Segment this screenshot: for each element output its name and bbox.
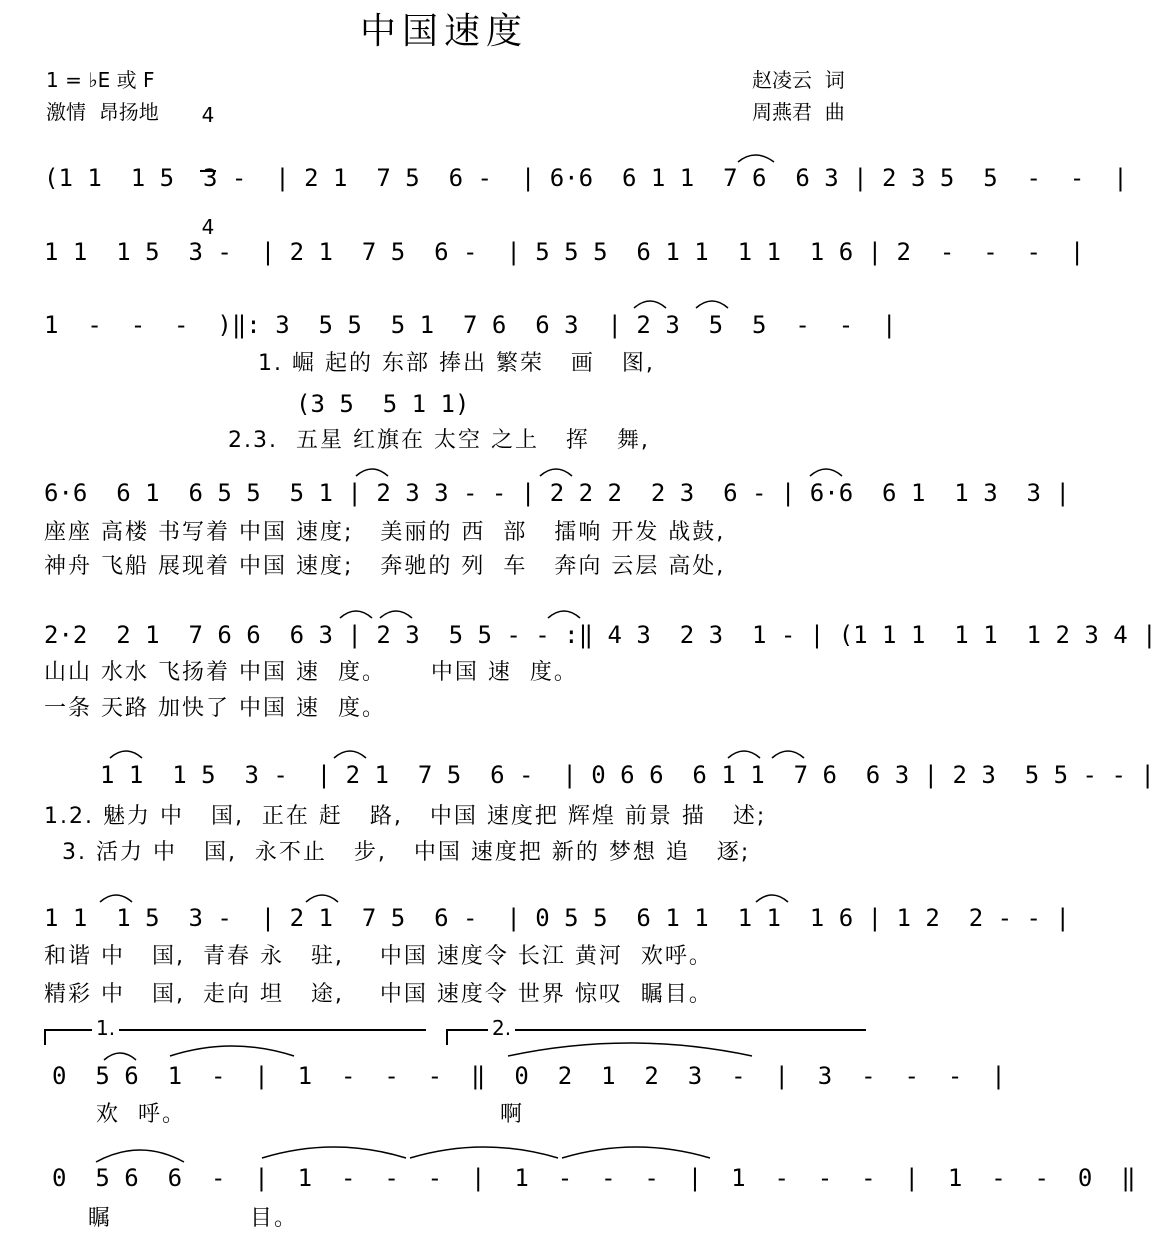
composer-credit: 周燕君 曲 — [752, 100, 845, 124]
slur-mark — [110, 751, 142, 758]
lyric-line: 瞩 — [88, 1206, 113, 1231]
slur-mark — [104, 1053, 136, 1060]
lyric-line: 欢 呼。 — [96, 1102, 186, 1127]
tempo-marking: 激情 昂扬地 — [46, 100, 159, 124]
lyric-line: 山山 水水 飞扬着 中国 速 度。 中国 速 度。 — [44, 660, 578, 685]
score-system-6: 1 1 1 5 3 - | 2 1 7 5 6 - | 0 6 6 6 1 1 7 6 6 3 | 2 3 5 5 - - | — [100, 761, 1155, 789]
lyric-line: 啊 — [500, 1102, 525, 1127]
lyricist-credit: 赵凌云 词 — [752, 68, 845, 92]
lyric-line: 神舟 飞船 展现着 中国 速度; 奔驰的 列 车 奔向 云层 高处, — [44, 554, 726, 579]
score-system-2: 1 1 1 5 3 - | 2 1 7 5 6 - | 5 5 5 6 1 1 1 1 1 6 | 2 - - - | — [44, 238, 1085, 266]
slur-mark — [334, 751, 366, 758]
page-title: 中国速度 — [360, 11, 529, 52]
ending-2-bracket-hook — [446, 1029, 448, 1045]
score-system-5: 2·2 2 1 7 6 6 6 3 | 2 3 5 5 - - :‖ 4 3 2 3 1 - | (1 1 1 1 1 1 2 3 4 | — [44, 621, 1157, 649]
tie-mark — [562, 1147, 710, 1158]
slur-mark — [380, 611, 412, 618]
tie-mark — [262, 1147, 406, 1158]
score-system-7: 1 1 1 5 3 - | 2 1 7 5 6 - | 0 5 5 6 1 1 1 1 1 6 | 1 2 2 - - | — [44, 904, 1070, 932]
slur-mark — [96, 1150, 184, 1162]
slur-mark — [356, 469, 388, 476]
time-signature-numerator: 4 — [201, 103, 215, 127]
interlude-notes: (3 5 5 1 1) — [296, 390, 470, 418]
tie-mark — [170, 1046, 294, 1056]
lyric-line: 一条 天路 加快了 中国 速 度。 — [44, 696, 386, 721]
slur-mark — [728, 751, 760, 758]
lyric-line: 目。 — [250, 1206, 299, 1231]
slur-mark — [540, 469, 572, 476]
slur-mark — [340, 611, 372, 618]
score-system-1: (1 1 1 5 3 - | 2 1 7 5 6 - | 6·6 6 1 1 7 6 6 3 | 2 3 5 5 - - | — [44, 164, 1128, 192]
lyric-line: 和谐 中 国, 青春 永 驻, 中国 速度令 长江 黄河 欢呼。 — [44, 944, 713, 969]
lyric-line: 1. 崛 起的 东部 捧出 繁荣 画 图, — [258, 351, 655, 376]
slur-mark — [772, 751, 804, 758]
slur-mark — [810, 469, 842, 476]
tie-mark — [738, 155, 774, 162]
ending-2-label: 2. — [488, 1018, 515, 1038]
slur-mark — [696, 301, 728, 308]
score-system-8: 0 5 6 1 - | 1 - - - ‖ 0 2 1 2 3 - | 3 - - - | — [52, 1062, 1006, 1090]
slur-mark — [306, 895, 338, 902]
slur-mark — [634, 301, 666, 308]
ending-1-label: 1. — [92, 1018, 119, 1038]
lyric-line: 精彩 中 国, 走向 坦 途, 中国 速度令 世界 惊叹 瞩目。 — [44, 982, 713, 1007]
ending-1-bracket-hook — [44, 1029, 46, 1045]
lyric-line: 2.3. 五星 红旗在 太空 之上 挥 舞, — [228, 428, 650, 453]
score-system-4: 6·6 6 1 6 5 5 5 1 | 2 3 3 - - | 2 2 2 2 3 6 - | 6·6 6 1 1 3 3 | — [44, 479, 1070, 507]
score-system-3: 1 - - - )‖: 3 5 5 5 1 7 6 6 3 | 2 3 5 5 - - | — [44, 311, 897, 339]
slur-mark — [548, 611, 580, 618]
slur-mark — [508, 1043, 752, 1056]
lyric-line: 座座 高楼 书写着 中国 速度; 美丽的 西 部 擂响 开发 战鼓, — [44, 520, 726, 545]
lyric-line: 3. 活力 中 国, 永不止 步, 中国 速度把 新的 梦想 追 逐; — [44, 840, 751, 865]
time-signature-denominator: 4 — [201, 215, 215, 239]
score-system-9: 0 5 6 6 - | 1 - - - | 1 - - - | 1 - - - | 1 - - 0 ‖ — [52, 1164, 1136, 1192]
tie-mark — [410, 1147, 558, 1158]
key-signature: 1 = ♭E 或 F — [46, 68, 155, 92]
slur-mark — [100, 895, 132, 902]
lyric-line: 1.2. 魅力 中 国, 正在 赶 路, 中国 速度把 辉煌 前景 描 述; — [44, 804, 767, 829]
slur-mark — [756, 895, 788, 902]
